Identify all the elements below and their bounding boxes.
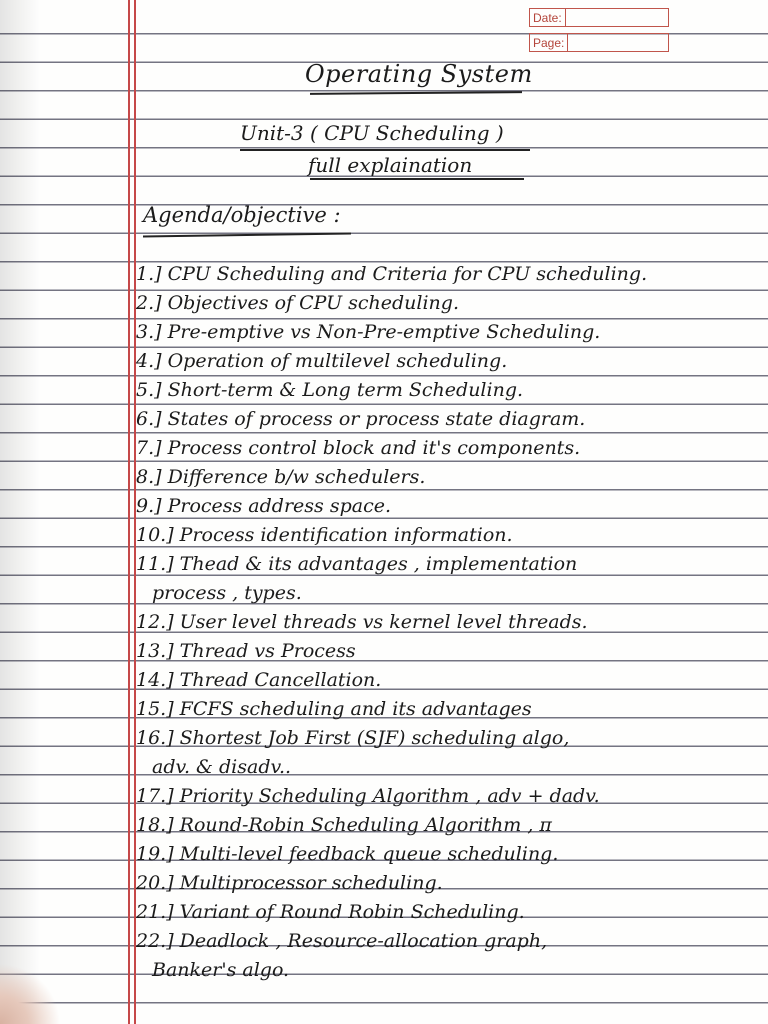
agenda-heading: Agenda/objective : <box>143 203 341 227</box>
agenda-item: 12.] User level threads vs kernel level threads. <box>136 611 588 633</box>
agenda-item: 5.] Short-term & Long term Scheduling. <box>136 379 524 401</box>
agenda-item: 3.] Pre-emptive vs Non-Pre-emptive Scheduling. <box>136 321 601 343</box>
agenda-item: 20.] Multiprocessor scheduling. <box>136 872 443 894</box>
explanation-subtitle: full explaination <box>308 153 473 177</box>
agenda-item: 1.] CPU Scheduling and Criteria for CPU scheduling. <box>136 263 648 285</box>
agenda-item: 13.] Thread vs Process <box>136 640 356 662</box>
agenda-item: 19.] Multi-level feedback queue scheduling. <box>136 843 559 865</box>
agenda-item: 8.] Difference b/w schedulers. <box>136 466 426 488</box>
unit-heading: Unit-3 ( CPU Scheduling ) <box>240 121 504 145</box>
agenda-item: 15.] FCFS scheduling and its advantages <box>136 698 532 720</box>
agenda-item: 14.] Thread Cancellation. <box>136 669 382 691</box>
page-label: Page: <box>530 34 568 51</box>
agenda-item: 10.] Process identification information. <box>136 524 513 546</box>
agenda-item-continuation: Banker's algo. <box>152 959 290 981</box>
agenda-item: 18.] Round-Robin Scheduling Algorithm , π <box>136 814 552 836</box>
agenda-item: 17.] Priority Scheduling Algorithm , adv + dadv. <box>136 785 600 807</box>
page-title: Operating System <box>305 60 533 88</box>
agenda-item: 6.] States of process or process state diagram. <box>136 408 586 430</box>
agenda-item: 16.] Shortest Job First (SJF) scheduling algo, <box>136 727 570 749</box>
agenda-item: 4.] Operation of multilevel scheduling. <box>136 350 508 372</box>
agenda-item: 11.] Thead & its advantages , implementation <box>136 553 578 575</box>
agenda-item: 21.] Variant of Round Robin Scheduling. <box>136 901 525 923</box>
agenda-item: 7.] Process control block and it's components. <box>136 437 581 459</box>
agenda-item: 9.] Process address space. <box>136 495 391 517</box>
agenda-item-continuation: process , types. <box>152 582 302 604</box>
agenda-item: 2.] Objectives of CPU scheduling. <box>136 292 459 314</box>
agenda-item: 22.] Deadlock , Resource-allocation graph, <box>136 930 548 952</box>
agenda-item-continuation: adv. & disadv.. <box>152 756 292 778</box>
date-label: Date: <box>530 9 566 26</box>
